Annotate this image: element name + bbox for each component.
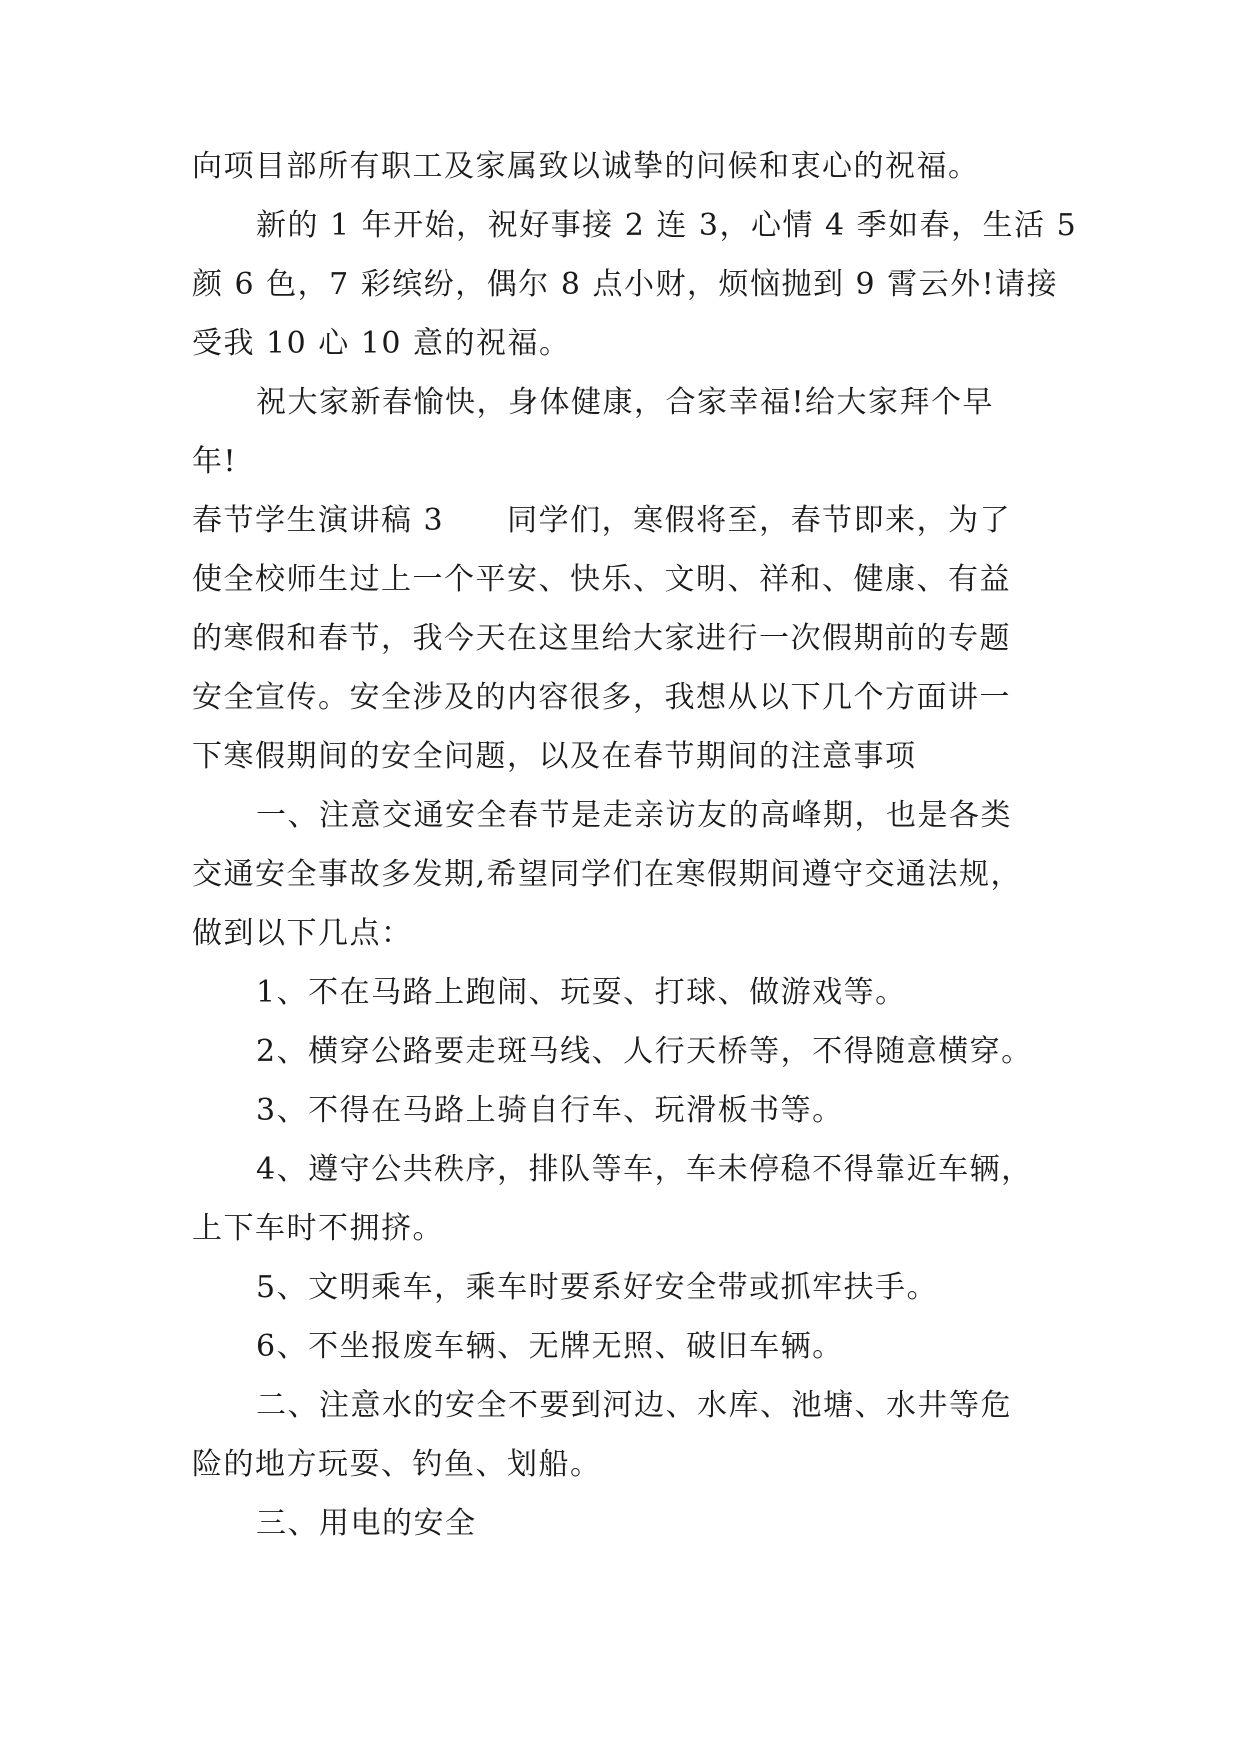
text-line: 颜 6 色，7 彩缤纷，偶尔 8 点小财，烦恼抛到 9 霄云外!请接 [192,267,1059,302]
text-line: 上下车时不拥挤。 [192,1211,444,1246]
text-line: 下寒假期间的安全问题，以及在春节期间的注意事项 [192,739,917,774]
list-item: 6、不坐报废车辆、无牌无照、破旧车辆。 [256,1329,844,1364]
text-line: 向项目部所有职工及家属致以诚挚的问候和衷心的祝福。 [192,149,980,184]
text-line: 年! [192,444,238,479]
text-line: 的寒假和春节，我今天在这里给大家进行一次假期前的专题 [192,621,1011,656]
text-line: 使全校师生过上一个平安、快乐、文明、祥和、健康、有益 [192,562,1011,597]
text-line: 交通安全事故多发期,希望同学们在寒假期间遵守交通法规， [192,857,1023,892]
text-line: 安全宣传。安全涉及的内容很多，我想从以下几个方面讲一 [192,680,1011,715]
section-heading-line: 春节学生演讲稿 3 同学们，寒假将至，春节即来，为了 [192,503,1012,538]
text-line: 祝大家新春愉快，身体健康，合家幸福!给大家拜个早 [256,385,995,420]
text-line: 一、注意交通安全春节是走亲访友的高峰期，也是各类 [256,798,1012,833]
list-item: 1、不在马路上跑闹、玩耍、打球、做游戏等。 [256,975,907,1010]
text-line: 二、注意水的安全不要到河边、水库、池塘、水井等危 [256,1388,1012,1423]
list-item: 3、不得在马路上骑自行车、玩滑板书等。 [256,1093,844,1128]
text-line: 新的 1 年开始，祝好事接 2 连 3，心情 4 季如春，生活 5 [256,208,1078,243]
text-line: 三、用电的安全 [256,1506,477,1541]
text-line: 受我 10 心 10 意的祝福。 [192,326,571,361]
text-line: 险的地方玩耍、钓鱼、划船。 [192,1447,602,1482]
text-line: 做到以下几点： [192,916,413,951]
list-item: 2、横穿公路要走斑马线、人行天桥等，不得随意横穿。 [256,1034,1033,1069]
list-item: 4、遵守公共秩序，排队等车，车未停稳不得靠近车辆， [256,1152,1033,1187]
list-item: 5、文明乘车，乘车时要系好安全带或抓牢扶手。 [256,1270,939,1305]
